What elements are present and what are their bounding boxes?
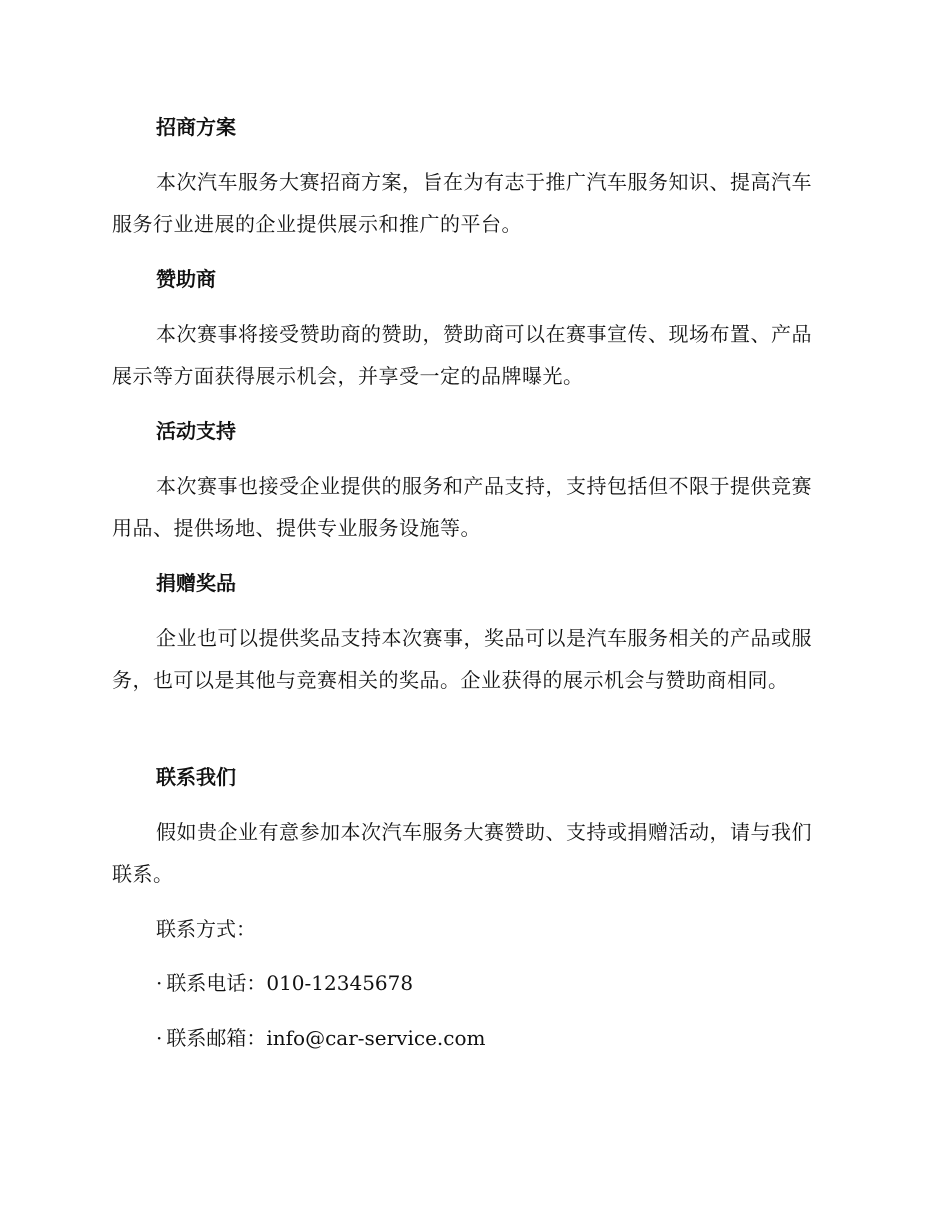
bullet-icon: · (156, 1026, 163, 1050)
section-paragraph-merchant-plan: 本次汽车服务大赛招商方案，旨在为有志于推广汽车服务知识、提高汽车服务行业进展的企业提供展示和推广的平台。 (112, 170, 812, 236)
contact-phone: 联系电话：010-12345678 (166, 971, 414, 995)
section-paragraph-sponsors: 本次赛事将接受赞助商的赞助，赞助商可以在赛事宣传、现场布置、产品展示等方面获得展示机会，并享受一定的品牌曝光。 (112, 322, 812, 388)
contact-phone-item (112, 968, 876, 998)
contact-method-label: 联系方式： (156, 917, 256, 941)
section-paragraph-donate-prizes: 企业也可以提供奖品支持本次赛事，奖品可以是汽车服务相关的产品或服务，也可以是其他与竞赛相关的奖品。企业获得的展示机会与赞助商相同。 (112, 626, 812, 692)
section-heading-merchant-plan: 招商方案 (156, 115, 236, 139)
contact-email: 联系邮箱：info@car-service.com (166, 1026, 486, 1050)
section-paragraph-event-support: 本次赛事也接受企业提供的服务和产品支持，支持包括但不限于提供竞赛用品、提供场地、提供专业服务设施等。 (112, 474, 812, 540)
section-heading-donate-prizes: 捐赠奖品 (156, 571, 236, 595)
bullet-icon: · (156, 971, 163, 995)
section-paragraph-contact-us: 假如贵企业有意参加本次汽车服务大赛赞助、支持或捐赠活动，请与我们联系。 (112, 820, 812, 886)
contact-email-item (112, 1023, 876, 1053)
section-heading-sponsors: 赞助商 (156, 267, 216, 291)
section-heading-contact-us: 联系我们 (156, 765, 236, 789)
section-heading-event-support: 活动支持 (156, 419, 236, 443)
